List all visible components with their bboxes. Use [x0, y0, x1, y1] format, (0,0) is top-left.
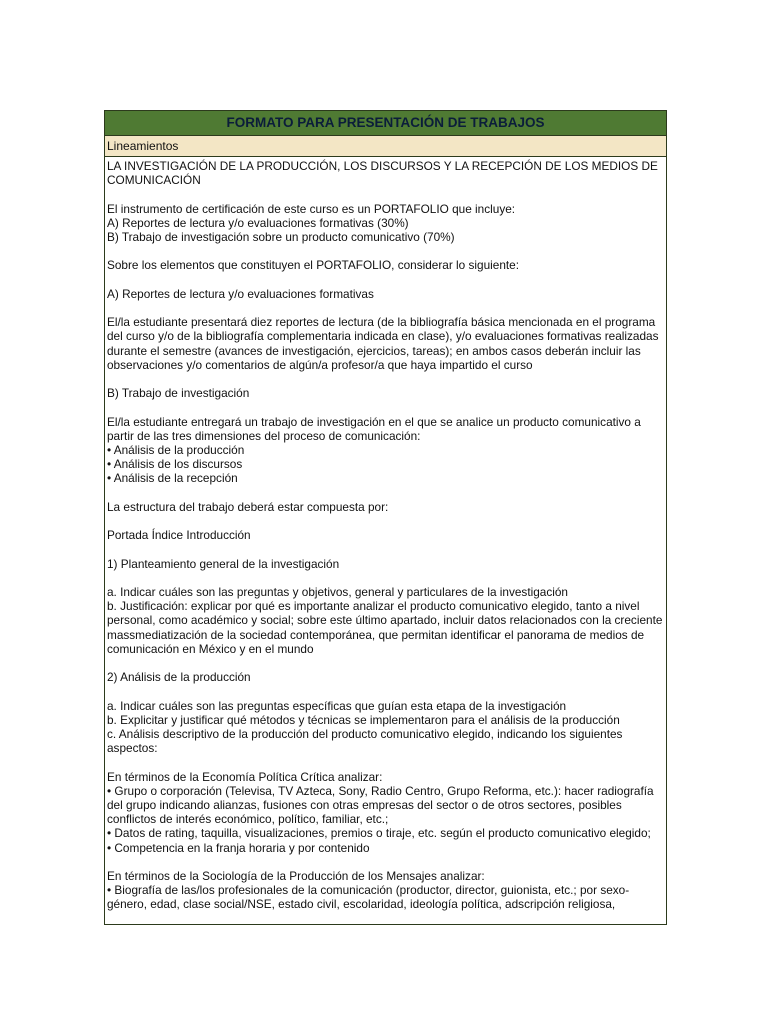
paragraph-gap: [107, 656, 664, 670]
document-body: [105, 157, 666, 924]
paragraph-gap: [107, 486, 664, 500]
text-line: En términos de la Sociología de la Producción de los Mensajes analizar:: [107, 868, 485, 883]
text-line: c. Análisis descriptivo de la producción del producto comunicativo elegido, indicando los siguientes aspectos:: [107, 726, 623, 756]
paragraph-gap: [107, 514, 664, 528]
text-line: a. Indicar cuáles son las preguntas y objetivos, general y particulares de la investigación: [107, 584, 568, 599]
text-line: Sobre los elementos que constituyen el PORTAFOLIO, considerar lo siguiente:: [107, 258, 520, 273]
text-line: En términos de la Economía Política Crítica analizar:: [107, 769, 383, 784]
paragraph-gap: [107, 273, 664, 287]
paragraph-gap: [107, 187, 664, 201]
text-line: • Competencia en la franja horaria y por contenido: [107, 840, 370, 855]
paragraph-gap: [107, 244, 664, 258]
paragraph-gap: [107, 755, 664, 769]
text-line: B) Trabajo de investigación: [107, 386, 250, 401]
text-line: • Biografía de las/los profesionales de la comunicación (productor, director, guionista, etc.; por sexo-género, edad, clase social/NSE, estado civil, escolaridad, ideología política, adscripción religiosa,: [107, 883, 630, 912]
text-line: Portada Índice Introducción: [107, 528, 251, 543]
document-table: [104, 110, 667, 925]
text-line: A) Reportes de lectura y/o evaluaciones formativas: [107, 286, 374, 301]
text-line: 1) Planteamiento general de la investigación: [107, 556, 340, 571]
text-line: El/la estudiante presentará diez reportes de lectura (de la bibliografía básica mencionada en el programa del curso y/o de la bibliografía complementaria indicada en clase), y/o evaluaciones formativas realizadas durante el semestre (avances de investigación, ejercicios, tareas); en ambos casos deberán incluir las observaciones y/o comentarios de algún/a profesor/a que haya impartido el curso: [107, 315, 659, 372]
text-line: LA INVESTIGACIÓN DE LA PRODUCCIÓN, LOS DISCURSOS Y LA RECEPCIÓN DE LOS MEDIOS DE COMUNICACIÓN: [107, 159, 658, 188]
text-line: a. Indicar cuáles son las preguntas específicas que guían esta etapa de la investigación: [107, 698, 567, 713]
text-line: b. Justificación: explicar por qué es importante analizar el producto comunicativo elegido, tanto a nivel personal, como académico y social; sobre este último apartado, incluir datos relacionados con la creciente massmediatización de la sociedad contemporánea, que permitan identificar el panorama de medios de comunicación en México y en el mundo: [107, 599, 663, 656]
text-line: • Análisis de la recepción: [107, 471, 238, 486]
paragraph-gap: [107, 684, 664, 698]
text-line: El/la estudiante entregará un trabajo de investigación en el que se analice un producto comunicativo a partir de las tres dimensiones del proceso de comunicación:: [107, 414, 641, 443]
section-label: Lineamientos: [105, 136, 666, 157]
document-title: FORMATO PARA PRESENTACIÓN DE TRABAJOS: [105, 111, 666, 136]
paragraph-gap: [107, 301, 664, 315]
text-line: 2) Análisis de la producción: [107, 670, 251, 685]
text-line: El instrumento de certificación de este curso es un PORTAFOLIO que incluye:: [107, 201, 516, 216]
text-line: La estructura del trabajo deberá estar compuesta por:: [107, 499, 389, 514]
paragraph-gap: [107, 400, 664, 414]
paragraph-gap: [107, 542, 664, 556]
text-line: • Análisis de los discursos: [107, 457, 243, 472]
text-line: B) Trabajo de investigación sobre un producto comunicativo (70%): [107, 230, 455, 244]
paragraph-gap: [107, 372, 664, 386]
text-line: • Datos de rating, taquilla, visualizaciones, premios o tiraje, etc. según el producto comunicativo elegido;: [107, 826, 651, 841]
paragraph-gap: [107, 571, 664, 585]
text-line: • Grupo o corporación (Televisa, TV Azteca, Sony, Radio Centro, Grupo Reforma, etc.): hacer radiografía del grupo indicando alianzas, fusiones con otras empresas del sector o de otros sectores, posibles conflictos de interés económico, político, familiar, etc.;: [107, 783, 654, 827]
text-line: A) Reportes de lectura y/o evaluaciones formativas (30%): [107, 215, 409, 230]
text-line: b. Explicitar y justificar qué métodos y técnicas se implementaron para el análisis de la producción: [107, 712, 620, 727]
paragraph-gap: [107, 855, 664, 869]
text-line: • Análisis de la producción: [107, 442, 245, 457]
